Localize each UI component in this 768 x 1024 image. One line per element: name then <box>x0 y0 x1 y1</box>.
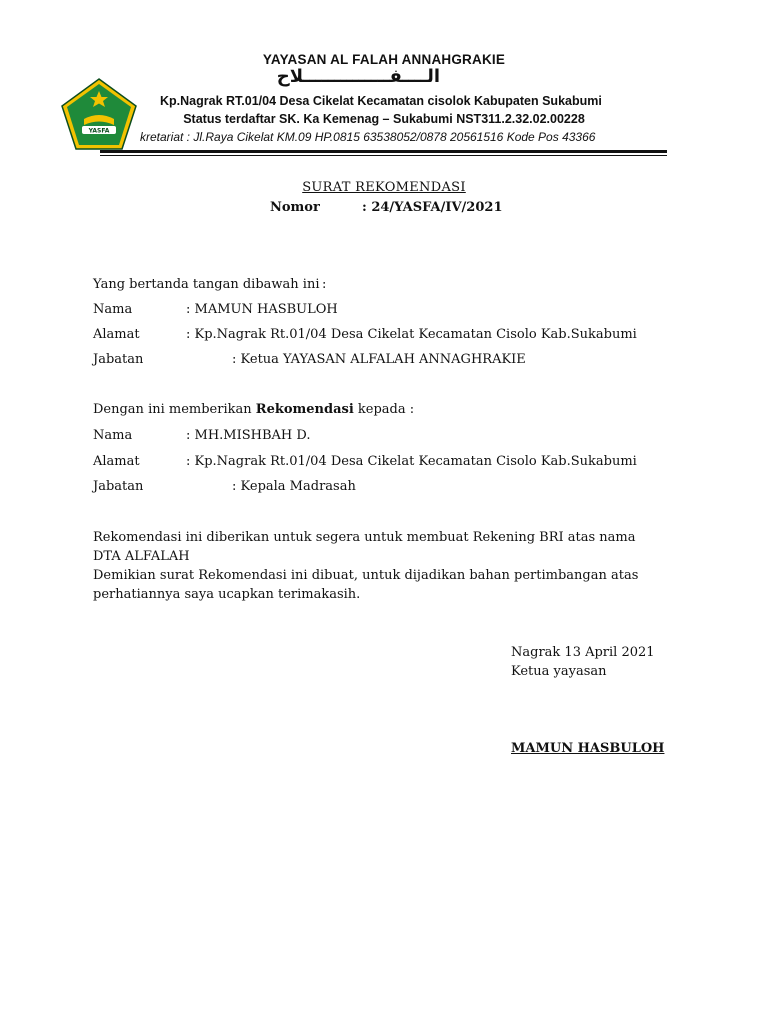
recipient-nama-value: : MH.MISHBAH D. <box>186 428 311 443</box>
signer-jabatan-label: Jabatan <box>93 352 144 367</box>
purpose-paragraph: Rekomendasi ini diberikan untuk segera untuk membuat Rekening BRI atas nama DTA ALFALAH <box>93 530 636 564</box>
signer-intro-colon: : <box>322 277 327 292</box>
recipient-alamat-value: : Kp.Nagrak Rt.01/04 Desa Cikelat Kecamatan Cisolo Kab.Sukabumi <box>186 454 637 469</box>
recipient-alamat-label: Alamat <box>93 454 140 469</box>
recipient-jabatan-value: : Kepala Madrasah <box>232 479 356 494</box>
signature-name: MAMUN HASBULOH <box>511 741 665 756</box>
signer-alamat-value: : Kp.Nagrak Rt.01/04 Desa Cikelat Kecamatan Cisolo Kab.Sukabumi <box>186 327 637 342</box>
recipient-intro <box>93 402 414 417</box>
signer-jabatan-value: : Ketua YAYASAN ALFALAH ANNAGHRAKIE <box>232 352 526 367</box>
document-title: SURAT REKOMENDASI <box>302 180 466 195</box>
signature-position: Ketua yayasan <box>511 664 607 679</box>
address-line-3: kretariat : Jl.Raya Cikelat KM.09 HP.0815 63538052/0878 20561516 Kode Pos 43366 <box>140 130 596 144</box>
logo-text: YASFA <box>88 127 110 135</box>
address-line-2: Status terdaftar SK. Ka Kemenag – Sukabumi NST311.2.32.02.00228 <box>183 112 585 126</box>
address-line-1: Kp.Nagrak RT.01/04 Desa Cikelat Kecamatan cisolok Kabupaten Sukabumi <box>160 94 602 108</box>
signer-intro: Yang bertanda tangan dibawah ini <box>93 277 320 292</box>
recipient-intro-bold: Rekomendasi <box>255 402 354 417</box>
recipient-nama-label: Nama <box>93 428 133 443</box>
recipient-jabatan-label: Jabatan <box>93 479 144 494</box>
recipient-intro-after: kepada : <box>353 402 415 417</box>
nomor-value: : 24/YASFA/IV/2021 <box>362 200 503 215</box>
recipient-intro-before: Dengan ini memberikan <box>93 402 256 417</box>
place-date: Nagrak 13 April 2021 <box>511 645 655 660</box>
letterhead-divider-thick <box>100 150 667 153</box>
closing-paragraph: Demikian surat Rekomendasi ini dibuat, untuk dijadikan bahan pertimbangan atas perhatiannya saya ucapkan terimakasih. <box>93 568 639 602</box>
letterhead-divider-thin <box>100 155 667 156</box>
signer-nama-value: : MAMUN HASBULOH <box>186 302 338 317</box>
organization-name: YAYASAN AL FALAH ANNAHGRAKIE <box>262 52 506 67</box>
signer-alamat-label: Alamat <box>93 327 140 342</box>
signer-nama-label: Nama <box>93 302 133 317</box>
nomor-label: Nomor <box>270 200 320 215</box>
arabic-name: الــــفــــــــــــــلاح <box>276 66 440 87</box>
